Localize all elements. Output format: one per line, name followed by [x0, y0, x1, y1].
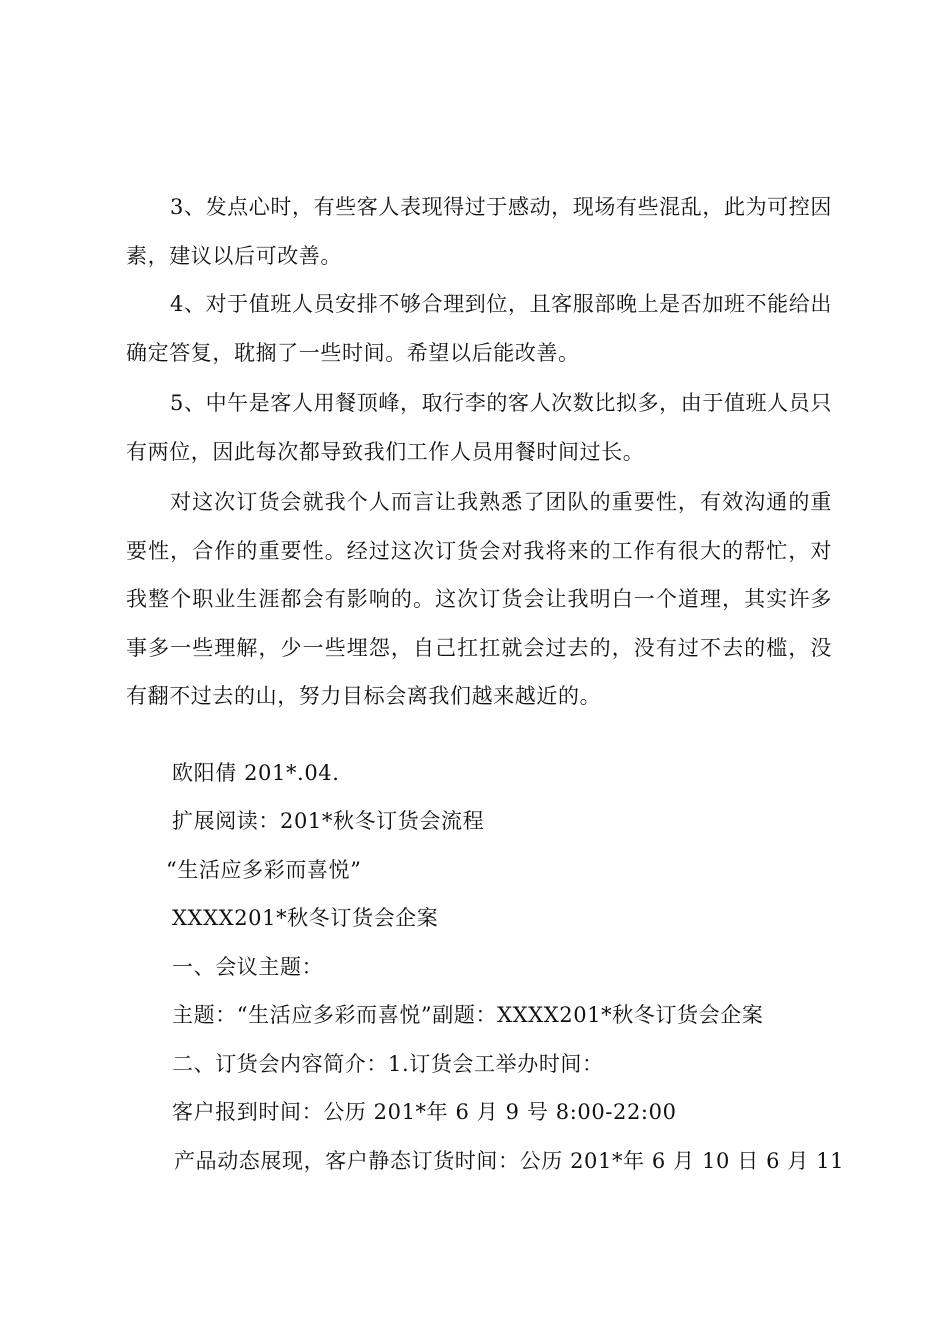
section-heading-theme: 一、会议主题：	[172, 955, 324, 979]
paragraph-item-3: 3、发点心时，有些客人表现得过于感动，现场有些混乱，此为可控因素，建议以后可改善。	[126, 195, 832, 268]
extended-reading-title: 扩展阅读：201*秋冬订货会流程	[172, 809, 485, 833]
section-heading-intro: 二、订货会内容简介：1.订货会工举办时间：	[172, 1052, 604, 1076]
plan-title-line: XXXX201*秋冬订货会企案	[172, 906, 439, 930]
ordering-time-line: 产品动态展现，客户静态订货时间：公历 201*年 6 月 10 日 6 月 11	[174, 1149, 845, 1173]
theme-line: 主题：“生活应多彩而喜悦”副题：XXXX201*秋冬订货会企案	[172, 1003, 764, 1027]
paragraph-item-4: 4、对于值班人员安排不够合理到位，且客服部晚上是否加班不能给出确定答复，耽搁了一些时间。希望以后能改善。	[126, 292, 832, 365]
paragraph-item-5: 5、中午是客人用餐顶峰，取行李的客人次数比拟多，由于值班人员只有两位，因此每次都导致我们工作人员用餐时间过长。	[126, 391, 832, 464]
paragraph-reflection: 对这次订货会就我个人而言让我熟悉了团队的重要性，有效沟通的重要性，合作的重要性。经过这次订货会对我将来的工作有很大的帮忙，对我整个职业生涯都会有影响的。这次订货会让我明白一个道理，其实许多事多一些理解，少一些埋怨，自己扛扛就会过去的，没有过不去的槛，没有翻不过去的山，努力目标会离我们越来越近的。	[126, 490, 832, 708]
checkin-time-line: 客户报到时间：公历 201*年 6 月 9 号 8:00-22:00	[172, 1100, 677, 1124]
slogan-line: “生活应多彩而喜悦”	[166, 858, 362, 882]
author-date-line: 欧阳倩 201*.04.	[172, 761, 340, 785]
